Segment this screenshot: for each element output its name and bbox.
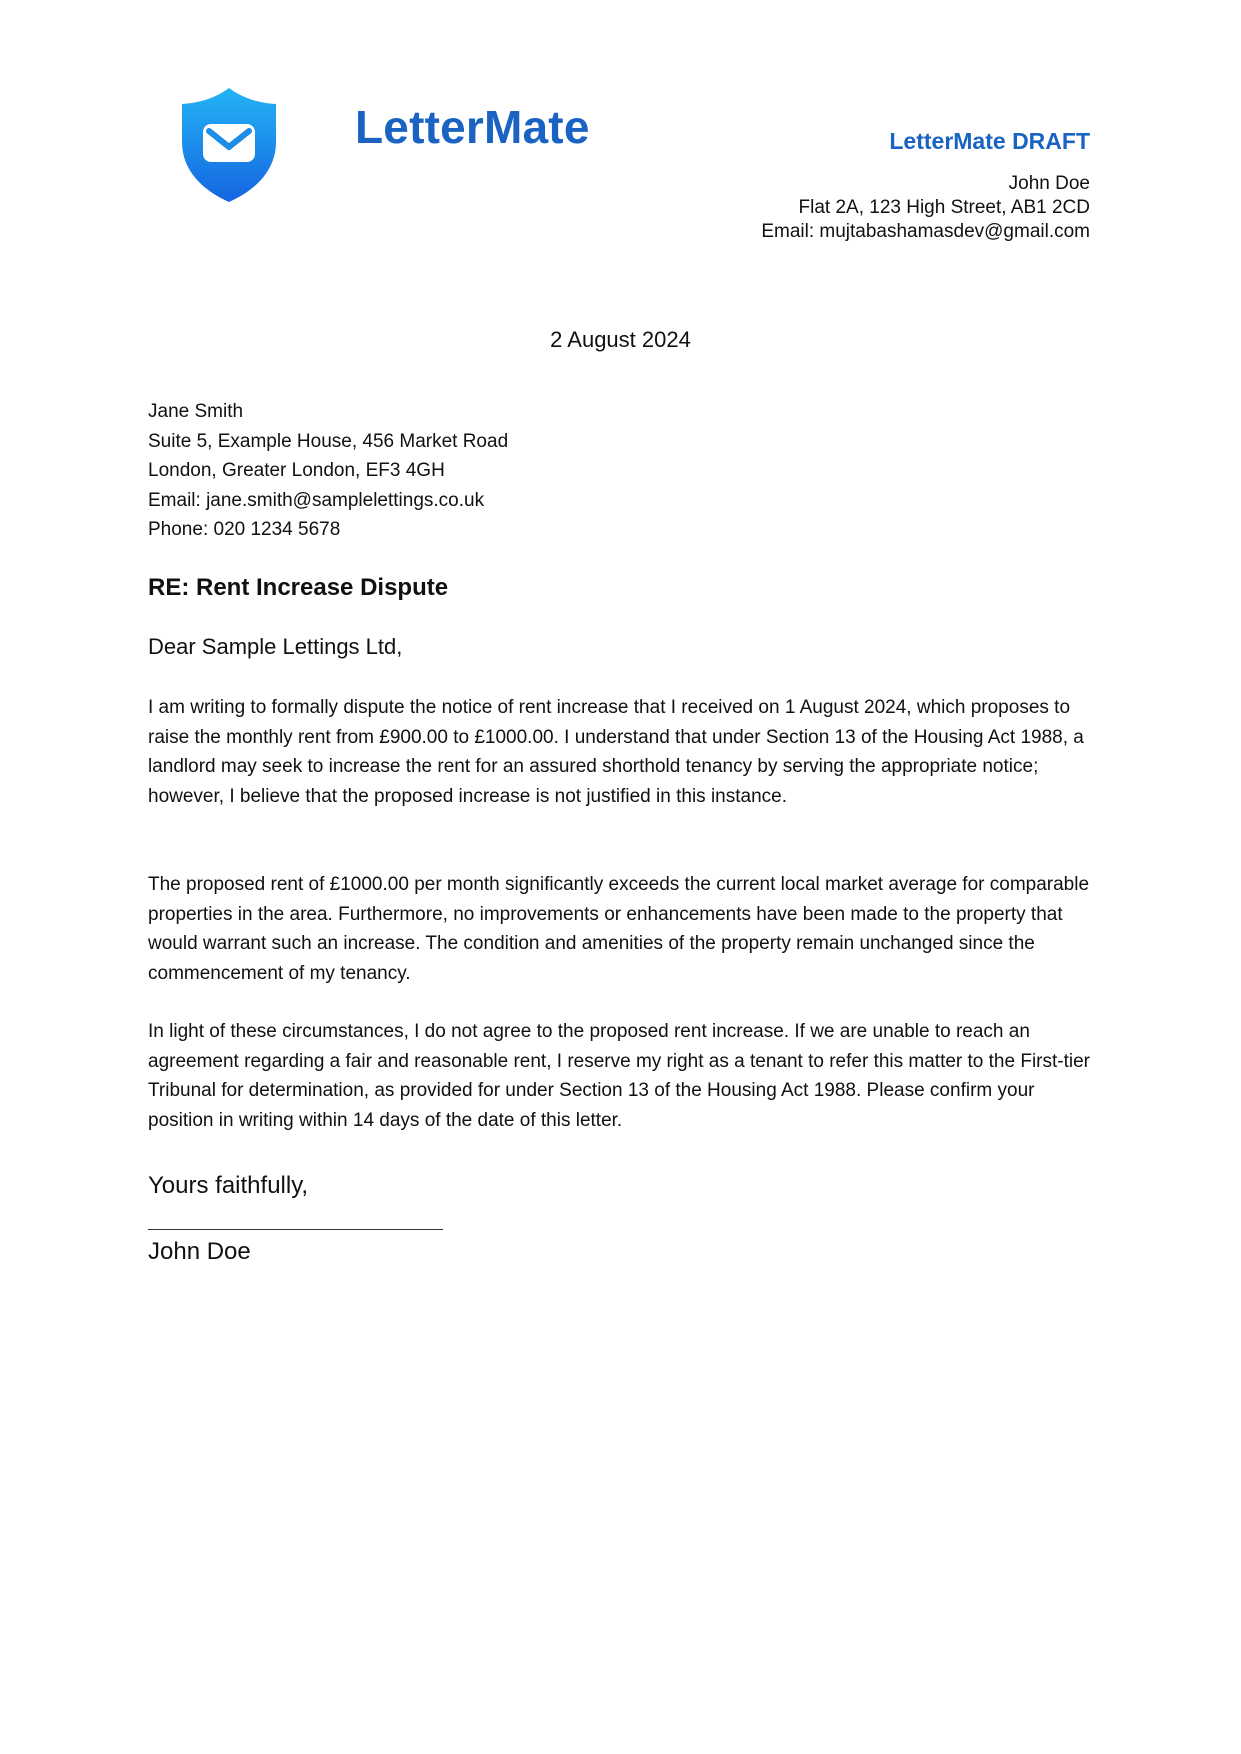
sender-name: John Doe — [1008, 173, 1090, 194]
recipient-phone: Phone: 020 1234 5678 — [148, 519, 341, 540]
closing: Yours faithfully, — [148, 1172, 309, 1199]
shield-envelope-icon — [180, 86, 278, 204]
body-paragraph-2: The proposed rent of £1000.00 per month significantly exceeds the current local market average for comparable properties in the area. Furthermore, no improvements or enhancements have been made to the property that would warrant such an increase. The condition and amenities of the property remain unchanged since the commencement of my tenancy. — [148, 874, 1090, 984]
letter-date: 2 August 2024 — [550, 327, 691, 352]
recipient-email: Email: jane.smith@samplelettings.co.uk — [148, 489, 485, 511]
recipient-address-line-2: London, Greater London, EF3 4GH — [148, 460, 445, 481]
letter-subject: RE: Rent Increase Dispute — [148, 574, 449, 601]
brand-name: LetterMate — [355, 101, 590, 153]
recipient-name: Jane Smith — [148, 401, 244, 422]
sender-address: Flat 2A, 123 High Street, AB1 2CD — [798, 197, 1090, 218]
sender-email: Email: mujtabashamasdev@gmail.com — [761, 221, 1090, 242]
body-paragraph-1: I am writing to formally dispute the notice of rent increase that I received on 1 August 2024, which proposes to raise the monthly rent from £900.00 to £1000.00. I understand that under Section 13 of the Housing Act 1988, a landlord may seek to increase the rent for an assured shorthold tenancy by serving the appropriate notice; however, I believe that the proposed increase is not justified in this instance. — [148, 697, 1084, 807]
recipient-address-line-1: Suite 5, Example House, 456 Market Road — [148, 430, 509, 452]
salutation: Dear Sample Lettings Ltd, — [148, 634, 403, 659]
recipient-block — [148, 397, 508, 545]
signature-line — [148, 1229, 443, 1230]
signer-name: John Doe — [148, 1238, 251, 1265]
draft-label: LetterMate DRAFT — [889, 128, 1090, 154]
body-paragraph-3: In light of these circumstances, I do not agree to the proposed rent increase. If we are unable to reach an agreement regarding a fair and reasonable rent, I reserve my right as a tenant to refer this matter to the First-tier Tribunal for determination, as provided for under Section 13 of the Housing Act 1988. Please confirm your position in writing within 14 days of the date of this letter. — [148, 1021, 1091, 1131]
sender-block — [761, 126, 1090, 244]
